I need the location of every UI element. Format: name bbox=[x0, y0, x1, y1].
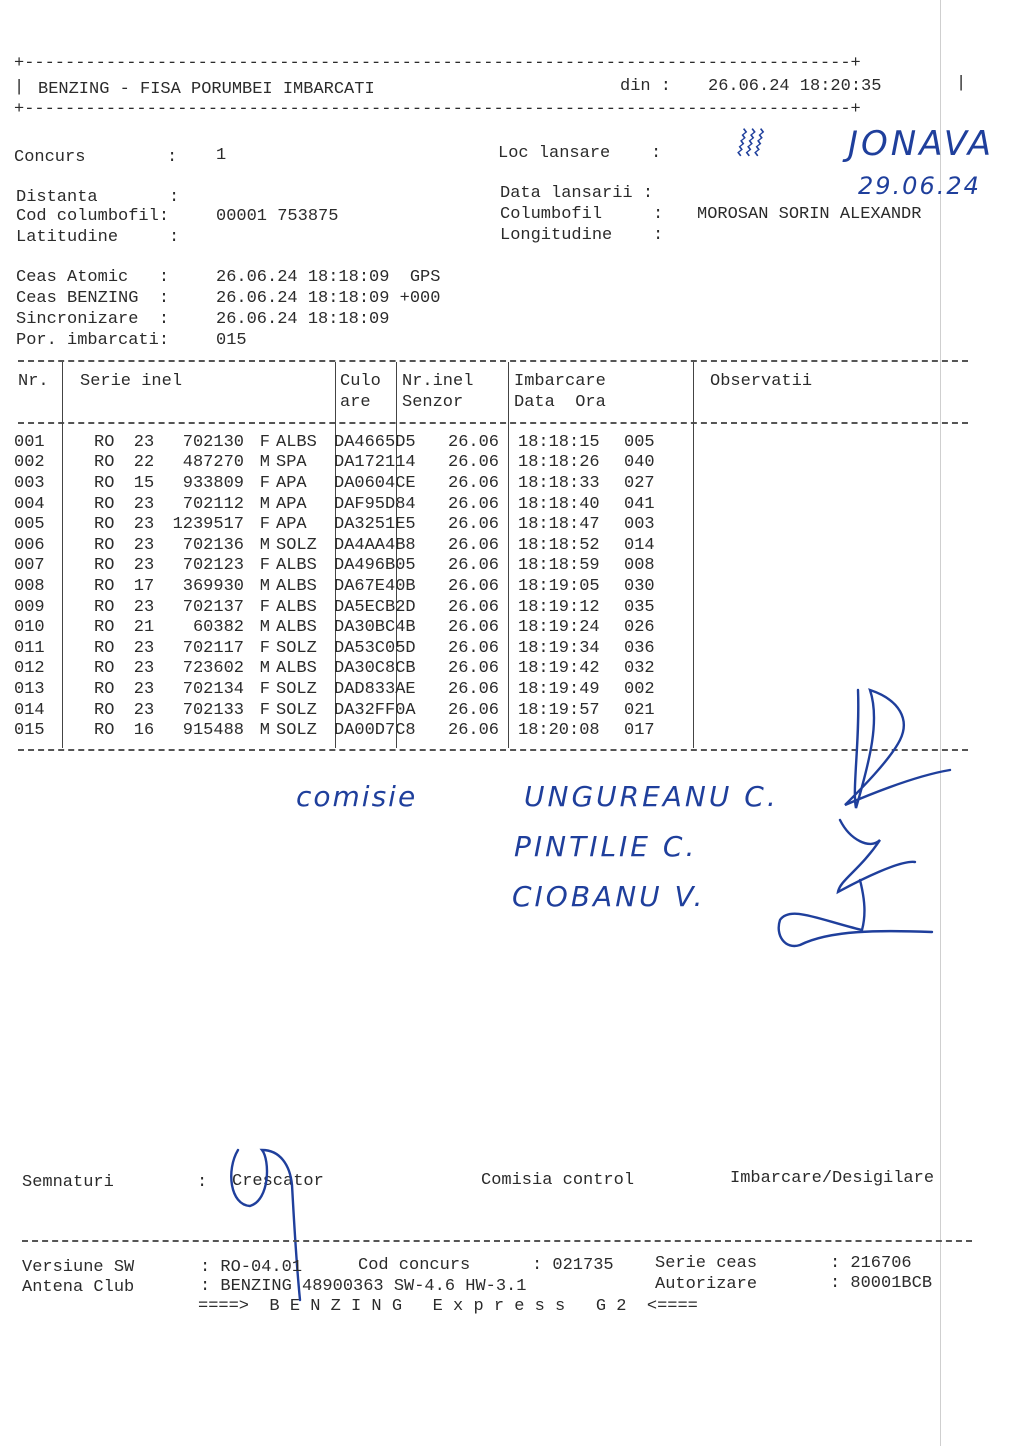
row-time: 18:18:33 bbox=[518, 473, 600, 493]
cod-concurs-value: : 021735 bbox=[532, 1256, 614, 1275]
row-nr: 014 bbox=[14, 700, 45, 720]
columbofil-value: MOROSAN SORIN ALEXANDR bbox=[697, 205, 922, 224]
versiune-value: : RO-04.01 bbox=[200, 1258, 303, 1277]
row-ring: 60382 bbox=[192, 618, 244, 638]
din-value: 26.06.24 18:20:35 bbox=[708, 77, 882, 96]
row-date: 26.06 bbox=[448, 494, 500, 514]
handwritten-data-lansarii: 29.06.24 bbox=[858, 172, 981, 200]
row-ring: 915488 bbox=[182, 721, 244, 741]
serie-ceas-value: : 216706 bbox=[830, 1254, 912, 1273]
col-header-culoare-1: Culo bbox=[340, 372, 381, 391]
row-observatii: 027 bbox=[624, 473, 655, 493]
row-sensor: DA4AA4B8 bbox=[334, 535, 416, 555]
row-observatii: 005 bbox=[624, 432, 655, 452]
col-header-nr: Nr. bbox=[18, 372, 49, 391]
row-nr: 007 bbox=[14, 556, 45, 576]
page-title: BENZING - FISA PORUMBEI IMBARCATI bbox=[38, 80, 375, 99]
row-sex: F bbox=[259, 473, 270, 493]
row-time: 18:18:15 bbox=[518, 432, 600, 452]
row-country: RO bbox=[94, 535, 115, 555]
row-ring: 702117 bbox=[182, 638, 244, 658]
row-country: RO bbox=[94, 721, 115, 741]
sincronizare-value: 26.06.24 18:18:09 bbox=[216, 310, 390, 329]
row-time: 18:19:34 bbox=[518, 638, 600, 658]
row-country: RO bbox=[94, 432, 115, 452]
row-year: 23 bbox=[133, 638, 155, 658]
por-imbarcati-label: Por. imbarcati: bbox=[16, 331, 170, 350]
row-country: RO bbox=[94, 659, 115, 679]
row-sex: M bbox=[259, 494, 270, 514]
row-observatii: 003 bbox=[624, 515, 655, 535]
row-observatii: 040 bbox=[624, 453, 655, 473]
row-observatii: 002 bbox=[624, 679, 655, 699]
sincronizare-label: Sincronizare : bbox=[16, 310, 170, 329]
row-year: 23 bbox=[133, 679, 155, 699]
row-year: 23 bbox=[133, 659, 155, 679]
row-time: 18:19:42 bbox=[518, 659, 600, 679]
longitudine-label: Longitudine : bbox=[500, 226, 664, 245]
row-time: 18:19:24 bbox=[518, 618, 600, 638]
row-time: 18:18:26 bbox=[518, 453, 600, 473]
row-date: 26.06 bbox=[448, 453, 500, 473]
row-time: 18:19:57 bbox=[518, 700, 600, 720]
row-sensor: DA67E40B bbox=[334, 576, 416, 596]
row-ring: 1239517 bbox=[172, 515, 244, 535]
col-header-nrinel-1: Nr.inel bbox=[402, 372, 474, 391]
row-time: 18:18:40 bbox=[518, 494, 600, 514]
semnaturi-colon: : bbox=[197, 1173, 208, 1192]
cod-columbofil-value: 00001 753875 bbox=[216, 207, 339, 226]
row-date: 26.06 bbox=[448, 721, 500, 741]
row-year: 23 bbox=[133, 515, 155, 535]
row-sensor: DA496B05 bbox=[334, 556, 416, 576]
row-observatii: 030 bbox=[624, 576, 655, 596]
row-time: 18:18:59 bbox=[518, 556, 600, 576]
row-color: APA bbox=[276, 515, 307, 535]
handwritten-comisie: comisie bbox=[296, 780, 418, 813]
row-sex: M bbox=[259, 453, 270, 473]
row-sex: F bbox=[259, 556, 270, 576]
antena-value: : BENZING 48900363 SW-4.6 HW-3.1 bbox=[200, 1277, 527, 1296]
row-country: RO bbox=[94, 576, 115, 596]
row-country: RO bbox=[94, 638, 115, 658]
row-nr: 012 bbox=[14, 659, 45, 679]
row-ring: 702112 bbox=[182, 494, 244, 514]
row-year: 21 bbox=[133, 618, 155, 638]
row-date: 26.06 bbox=[448, 515, 500, 535]
row-nr: 004 bbox=[14, 494, 45, 514]
benzing-express-banner: ====> B E N Z I N G E x p r e s s G 2 <==== bbox=[198, 1297, 698, 1316]
col-header-imbarcare-2: Data Ora bbox=[514, 393, 606, 412]
row-observatii: 017 bbox=[624, 721, 655, 741]
handwritten-scribble: ⦚⦚⦚ bbox=[735, 124, 761, 165]
row-time: 18:19:05 bbox=[518, 576, 600, 596]
row-date: 26.06 bbox=[448, 638, 500, 658]
row-time: 18:19:49 bbox=[518, 679, 600, 699]
concurs-value: 1 bbox=[216, 146, 227, 165]
por-imbarcati-value: 015 bbox=[216, 331, 247, 350]
columbofil-label: Columbofil : bbox=[500, 205, 664, 224]
comisia-control-label: Comisia control bbox=[481, 1171, 635, 1190]
row-sensor: DA172114 bbox=[334, 453, 416, 473]
row-sensor: DAF95D84 bbox=[334, 494, 416, 514]
row-color: SPA bbox=[276, 453, 307, 473]
ceas-atomic-value: 26.06.24 18:18:09 GPS bbox=[216, 268, 441, 287]
row-sensor: DA4665D5 bbox=[334, 432, 416, 452]
row-ring: 702133 bbox=[182, 700, 244, 720]
row-sensor: DA53C05D bbox=[334, 638, 416, 658]
col-header-observatii: Observatii bbox=[710, 372, 813, 391]
row-year: 23 bbox=[133, 700, 155, 720]
row-country: RO bbox=[94, 597, 115, 617]
row-ring: 933809 bbox=[182, 473, 244, 493]
row-observatii: 036 bbox=[624, 638, 655, 658]
row-date: 26.06 bbox=[448, 597, 500, 617]
row-observatii: 008 bbox=[624, 556, 655, 576]
row-sex: F bbox=[259, 515, 270, 535]
col-header-serie: Serie inel bbox=[80, 372, 183, 391]
row-nr: 001 bbox=[14, 432, 45, 452]
row-time: 18:18:52 bbox=[518, 535, 600, 555]
row-ring: 702134 bbox=[182, 679, 244, 699]
row-color: SOLZ bbox=[276, 679, 317, 699]
row-observatii: 035 bbox=[624, 597, 655, 617]
row-sex: F bbox=[259, 638, 270, 658]
row-sensor: DA30BC4B bbox=[334, 618, 416, 638]
concurs-label: Concurs : bbox=[14, 148, 178, 167]
serie-ceas-label: Serie ceas bbox=[655, 1254, 758, 1273]
row-sex: F bbox=[259, 432, 270, 452]
row-ring: 702123 bbox=[182, 556, 244, 576]
row-sex: F bbox=[259, 679, 270, 699]
header-right-bar: | bbox=[956, 74, 967, 93]
col-header-nrinel-2: Senzor bbox=[402, 393, 464, 412]
row-observatii: 041 bbox=[624, 494, 655, 514]
cod-concurs-label: Cod concurs bbox=[358, 1256, 471, 1275]
semnaturi-label: Semnaturi bbox=[22, 1173, 114, 1192]
row-sex: M bbox=[259, 618, 270, 638]
autorizare-label: Autorizare bbox=[655, 1275, 758, 1294]
row-country: RO bbox=[94, 494, 115, 514]
row-nr: 008 bbox=[14, 576, 45, 596]
row-sensor: DA30C8CB bbox=[334, 659, 416, 679]
col-header-culoare-2: are bbox=[340, 393, 371, 412]
row-sensor: DA5ECB2D bbox=[334, 597, 416, 617]
row-nr: 011 bbox=[14, 638, 45, 658]
row-color: SOLZ bbox=[276, 721, 317, 741]
row-ring: 487270 bbox=[182, 453, 244, 473]
row-nr: 013 bbox=[14, 679, 45, 699]
row-sensor: DAD833AE bbox=[334, 679, 416, 699]
row-date: 26.06 bbox=[448, 432, 500, 452]
row-color: APA bbox=[276, 473, 307, 493]
row-color: SOLZ bbox=[276, 700, 317, 720]
row-country: RO bbox=[94, 618, 115, 638]
autorizare-value: : 80001BCB bbox=[830, 1274, 933, 1293]
row-sex: F bbox=[259, 597, 270, 617]
row-nr: 015 bbox=[14, 721, 45, 741]
row-date: 26.06 bbox=[448, 473, 500, 493]
din-label: din : bbox=[620, 77, 672, 96]
row-sensor: DA32FF0A bbox=[334, 700, 416, 720]
row-time: 18:20:08 bbox=[518, 721, 600, 741]
ceas-atomic-label: Ceas Atomic : bbox=[16, 268, 170, 287]
cod-columbofil-label: Cod columbofil: bbox=[16, 207, 170, 226]
row-sensor: DA0604CE bbox=[334, 473, 416, 493]
handwritten-commissioner-2: PINTILIE C. bbox=[514, 830, 698, 863]
row-nr: 010 bbox=[14, 618, 45, 638]
row-color: ALBS bbox=[276, 659, 317, 679]
row-observatii: 014 bbox=[624, 535, 655, 555]
imbarcare-desigilare-label: Imbarcare/Desigilare bbox=[730, 1169, 935, 1188]
row-ring: 702137 bbox=[182, 597, 244, 617]
row-color: ALBS bbox=[276, 597, 317, 617]
row-date: 26.06 bbox=[448, 618, 500, 638]
row-ring: 723602 bbox=[182, 659, 244, 679]
row-sex: M bbox=[259, 659, 270, 679]
row-year: 22 bbox=[133, 453, 155, 473]
loc-lansare-label: Loc lansare : bbox=[498, 144, 662, 163]
row-year: 16 bbox=[133, 721, 155, 741]
row-date: 26.06 bbox=[448, 700, 500, 720]
row-sex: F bbox=[259, 700, 270, 720]
row-country: RO bbox=[94, 515, 115, 535]
row-sensor: DA3251E5 bbox=[334, 515, 416, 535]
header-bottom-border: +---------------------------------------------------------------------------------+ bbox=[14, 100, 861, 119]
row-year: 23 bbox=[133, 432, 155, 452]
row-country: RO bbox=[94, 556, 115, 576]
row-country: RO bbox=[94, 473, 115, 493]
row-color: ALBS bbox=[276, 618, 317, 638]
crescator-label: Crescator bbox=[232, 1172, 324, 1191]
row-nr: 009 bbox=[14, 597, 45, 617]
row-date: 26.06 bbox=[448, 679, 500, 699]
row-country: RO bbox=[94, 700, 115, 720]
latitudine-label: Latitudine : bbox=[16, 228, 180, 247]
ceas-benzing-label: Ceas BENZING : bbox=[16, 289, 170, 308]
row-ring: 369930 bbox=[182, 576, 244, 596]
row-color: ALBS bbox=[276, 432, 317, 452]
row-time: 18:19:12 bbox=[518, 597, 600, 617]
col-header-imbarcare-1: Imbarcare bbox=[514, 372, 606, 391]
ceas-benzing-value: 26.06.24 18:18:09 +000 bbox=[216, 289, 441, 308]
antena-label: Antena Club bbox=[22, 1278, 135, 1297]
row-year: 17 bbox=[133, 576, 155, 596]
row-year: 23 bbox=[133, 494, 155, 514]
row-date: 26.06 bbox=[448, 535, 500, 555]
row-ring: 702130 bbox=[182, 432, 244, 452]
row-nr: 002 bbox=[14, 453, 45, 473]
row-color: ALBS bbox=[276, 556, 317, 576]
handwritten-commissioner-3: CIOBANU V. bbox=[512, 880, 706, 913]
data-lansarii-label: Data lansarii : bbox=[500, 184, 654, 203]
row-sensor: DA00D7C8 bbox=[334, 721, 416, 741]
row-sex: M bbox=[259, 721, 270, 741]
row-year: 23 bbox=[133, 535, 155, 555]
row-observatii: 021 bbox=[624, 700, 655, 720]
distanta-label: Distanta : bbox=[16, 188, 180, 207]
row-date: 26.06 bbox=[448, 576, 500, 596]
row-year: 23 bbox=[133, 597, 155, 617]
row-year: 15 bbox=[133, 473, 155, 493]
row-year: 23 bbox=[133, 556, 155, 576]
row-nr: 006 bbox=[14, 535, 45, 555]
handwritten-commissioner-1: UNGUREANU C. bbox=[524, 780, 779, 813]
header-top-border: +---------------------------------------------------------------------------------+ bbox=[14, 54, 861, 73]
row-sex: M bbox=[259, 535, 270, 555]
row-date: 26.06 bbox=[448, 556, 500, 576]
row-color: ALBS bbox=[276, 576, 317, 596]
row-sex: M bbox=[259, 576, 270, 596]
header-left-bar: | bbox=[14, 78, 25, 97]
row-color: SOLZ bbox=[276, 535, 317, 555]
handwritten-loc-lansare: JONAVA bbox=[848, 124, 994, 164]
row-date: 26.06 bbox=[448, 659, 500, 679]
row-nr: 003 bbox=[14, 473, 45, 493]
row-country: RO bbox=[94, 679, 115, 699]
row-color: APA bbox=[276, 494, 307, 514]
row-observatii: 026 bbox=[624, 618, 655, 638]
row-ring: 702136 bbox=[182, 535, 244, 555]
row-color: SOLZ bbox=[276, 638, 317, 658]
row-observatii: 032 bbox=[624, 659, 655, 679]
versiune-label: Versiune SW bbox=[22, 1258, 135, 1277]
footer-rule bbox=[22, 1240, 972, 1242]
row-nr: 005 bbox=[14, 515, 45, 535]
row-time: 18:18:47 bbox=[518, 515, 600, 535]
row-country: RO bbox=[94, 453, 115, 473]
